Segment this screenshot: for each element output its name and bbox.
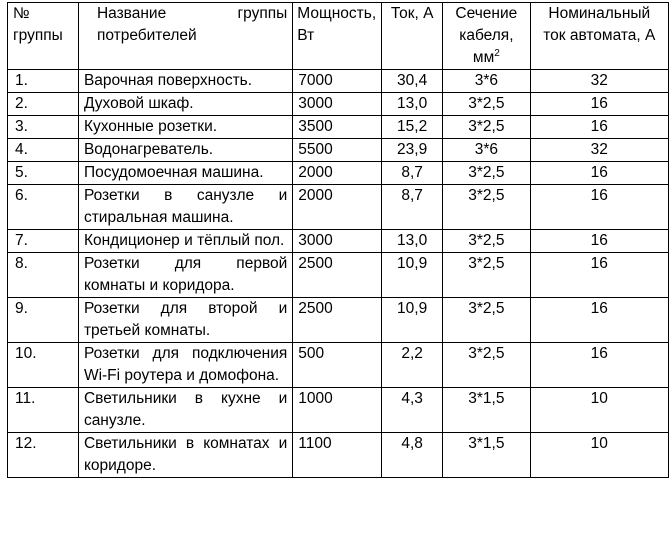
power-cell: 3500 [293, 116, 382, 139]
current-cell: 10,9 [382, 298, 443, 343]
current-cell: 8,7 [382, 185, 443, 230]
group-name-cell: Розетки в санузле и стиральная машина. [78, 185, 292, 230]
header-breaker-rating: Номинальный ток автомата, А [530, 3, 668, 70]
table-row [8, 116, 669, 139]
current-cell: 4,8 [382, 433, 443, 478]
current-cell: 13,0 [382, 230, 443, 253]
table-header [8, 3, 669, 70]
cable-section-cell: 3*2,5 [443, 230, 530, 253]
header-group-name: Название группы потребителей [78, 3, 292, 70]
cable-section-cell: 3*2,5 [443, 162, 530, 185]
group-number-cell: 5. [8, 162, 79, 185]
header-current: Ток, А [382, 3, 443, 70]
table-row [8, 388, 669, 433]
group-number-cell: 6. [8, 185, 79, 230]
current-cell: 15,2 [382, 116, 443, 139]
power-cell: 2000 [293, 162, 382, 185]
table-row [8, 298, 669, 343]
current-cell: 4,3 [382, 388, 443, 433]
group-name-cell: Розетки для второй и третьей комнаты. [78, 298, 292, 343]
cable-section-cell: 3*2,5 [443, 93, 530, 116]
breaker-rating-cell: 16 [530, 93, 668, 116]
header-cable-section-text: Сечение кабеля, мм [455, 5, 518, 66]
breaker-rating-cell: 32 [530, 139, 668, 162]
cable-section-cell: 3*2,5 [443, 116, 530, 139]
group-name-cell: Светильники в комнатах и коридоре. [78, 433, 292, 478]
table-row [8, 93, 669, 116]
breaker-rating-cell: 16 [530, 343, 668, 388]
cable-section-cell: 3*2,5 [443, 298, 530, 343]
table-row [8, 343, 669, 388]
breaker-rating-cell: 16 [530, 298, 668, 343]
cable-section-cell: 3*2,5 [443, 253, 530, 298]
current-cell: 30,4 [382, 70, 443, 93]
group-number-cell: 10. [8, 343, 79, 388]
group-number-cell: 12. [8, 433, 79, 478]
header-cable-section-exponent: 2 [494, 47, 500, 59]
table-row [8, 162, 669, 185]
group-name-cell: Светильники в кухне и санузле. [78, 388, 292, 433]
group-number-cell: 3. [8, 116, 79, 139]
group-number-cell: 11. [8, 388, 79, 433]
breaker-rating-cell: 16 [530, 185, 668, 230]
current-cell: 23,9 [382, 139, 443, 162]
header-cable-section [443, 3, 530, 70]
current-cell: 8,7 [382, 162, 443, 185]
header-group-number: № группы [8, 3, 79, 70]
group-name-cell: Розетки для подключения Wi-Fi роутера и домофона. [78, 343, 292, 388]
table-row [8, 139, 669, 162]
table-row [8, 230, 669, 253]
table-row [8, 70, 669, 93]
power-cell: 1000 [293, 388, 382, 433]
table-row [8, 253, 669, 298]
table-body [8, 70, 669, 478]
group-number-cell: 4. [8, 139, 79, 162]
power-cell: 2500 [293, 253, 382, 298]
power-cell: 1100 [293, 433, 382, 478]
header-power: Мощность, Вт [293, 3, 382, 70]
power-cell: 7000 [293, 70, 382, 93]
breaker-rating-cell: 16 [530, 253, 668, 298]
group-name-cell: Духовой шкаф. [78, 93, 292, 116]
power-cell: 500 [293, 343, 382, 388]
cable-section-cell: 3*2,5 [443, 185, 530, 230]
group-name-cell: Посудомоечная машина. [78, 162, 292, 185]
current-cell: 2,2 [382, 343, 443, 388]
group-number-cell: 1. [8, 70, 79, 93]
group-number-cell: 2. [8, 93, 79, 116]
breaker-rating-cell: 32 [530, 70, 668, 93]
header-row [8, 3, 669, 70]
group-name-cell: Варочная поверхность. [78, 70, 292, 93]
breaker-rating-cell: 16 [530, 162, 668, 185]
breaker-rating-cell: 10 [530, 388, 668, 433]
power-cell: 2500 [293, 298, 382, 343]
power-cell: 2000 [293, 185, 382, 230]
breaker-rating-cell: 16 [530, 116, 668, 139]
cable-section-cell: 3*6 [443, 70, 530, 93]
breaker-rating-cell: 16 [530, 230, 668, 253]
cable-section-cell: 3*1,5 [443, 433, 530, 478]
power-cell: 3000 [293, 93, 382, 116]
group-number-cell: 8. [8, 253, 79, 298]
cable-section-cell: 3*1,5 [443, 388, 530, 433]
current-cell: 10,9 [382, 253, 443, 298]
table-row [8, 185, 669, 230]
group-name-cell: Кондиционер и тёплый пол. [78, 230, 292, 253]
current-cell: 13,0 [382, 93, 443, 116]
power-cell: 3000 [293, 230, 382, 253]
group-number-cell: 9. [8, 298, 79, 343]
cable-section-cell: 3*2,5 [443, 343, 530, 388]
cable-section-cell: 3*6 [443, 139, 530, 162]
breaker-rating-cell: 10 [530, 433, 668, 478]
group-number-cell: 7. [8, 230, 79, 253]
group-name-cell: Розетки для первой комнаты и коридора. [78, 253, 292, 298]
consumer-groups-table [7, 2, 669, 478]
table-row [8, 433, 669, 478]
group-name-cell: Водонагреватель. [78, 139, 292, 162]
group-name-cell: Кухонные розетки. [78, 116, 292, 139]
power-cell: 5500 [293, 139, 382, 162]
